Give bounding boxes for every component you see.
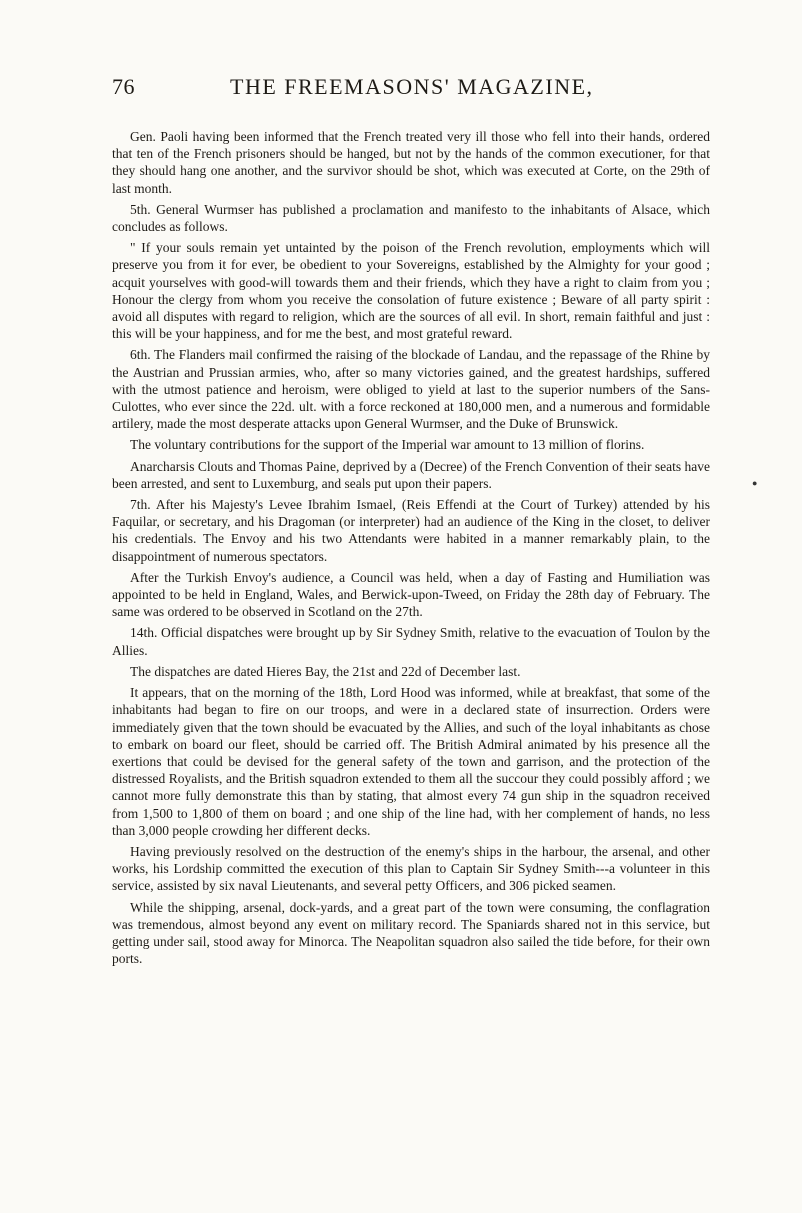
- paragraph-voluntary-contributions: The voluntary contributions for the support of the Imperial war amount to 13 million of florins.: [130, 437, 645, 453]
- paragraph-turkish-envoy: 7th. After his Majesty's Levee Ibrahim Ismael, (Reis Effendi at the Court of Turkey) attended by his Faquilar, or secretary, and his Dragoman (or interpreter) had an audience of the King in the closet, to deliver his credentials. The Envoy and his two Attendants were habited in a manner remarkably plain, to the disappointment of numerous spectators.: [112, 497, 710, 564]
- running-title: THE FREEMASONS' MAGAZINE,: [230, 74, 594, 99]
- page-number: 76: [112, 74, 135, 99]
- margin-dot: ●: [752, 478, 758, 488]
- paragraph-proclamation-quote: " If your souls remain yet untainted by the poison of the French revolution, employments which will preserve you from it for ever, be obedient to your Sovereigns, established by the Almighty for your good ; acquit yourselves with good-will towards them and their friends, which they have a right to claim from you ; Honour the clergy from whom you receive the consolation of future existence ; Beware of all party spirit : avoid all disputes with regard to religion, which are the sources of all evil. In short, remain faithful and just : this will be your happiness, and for me the best, and most grateful reward.: [112, 240, 710, 342]
- article-body: [112, 128, 710, 971]
- paragraph-dispatch-dates: The dispatches are dated Hieres Bay, the 21st and 22d of December last.: [130, 663, 521, 679]
- paragraph-ship-destruction: Having previously resolved on the destruction of the enemy's ships in the harbour, the arsenal, and other works, his Lordship committed the execution of this plan to Captain Sir Sydney Smith---a volunteer in this service, assisted by six naval Lieutenants, and several petty Officers, and 306 picked seamen.: [112, 843, 710, 894]
- paragraph-clouts-paine: Anarcharsis Clouts and Thomas Paine, deprived by a (Decree) of the French Convention of their seats have been arrested, and sent to Luxemburg, and seals put upon their papers.: [112, 458, 710, 491]
- paragraph-flanders-mail: 6th. The Flanders mail confirmed the raising of the blockade of Landau, and the repassage of the Rhine by the Austrian and Prussian armies, who, after so many victories gained, and the greatest hardships, suffered with the utmost patience and heroism, were obliged to yield at last to the superior numbers of the Sans-Culottes, who ever since the 22d. ult. with a force reckoned at 180,000 men, and a numerous and formidable artilery, made the most desperate attacks upon General Wurmser, and the Duke of Brunswick.: [112, 347, 710, 432]
- paragraph-conflagration: While the shipping, arsenal, dock-yards, and a great part of the town were consuming, the conflagration was tremendous, almost beyond any event on military record. The Spaniards shared not in this service, but getting under sail, stood away for Minorca. The Neapolitan squadron also sailed the tide before, for their own ports.: [112, 899, 710, 967]
- paragraph-wurmser-proclamation: 5th. General Wurmser has published a proclamation and manifesto to the inhabitants of Alsace, which concludes as follows.: [112, 201, 710, 235]
- paragraph-council-fasting: After the Turkish Envoy's audience, a Council was held, when a day of Fasting and Humiliation was appointed to be held in England, Wales, and Berwick-upon-Tweed, on Friday the 28th day of February. The same was ordered to be observed in Scotland on the 27th.: [112, 569, 710, 620]
- paragraph-official-dispatches: 14th. Official dispatches were brought up by Sir Sydney Smith, relative to the evacuation of Toulon by the Allies.: [112, 625, 710, 658]
- paragraph-paoli: Gen. Paoli having been informed that the French treated very ill those who fell into their hands, ordered that ten of the French prisoners should be hanged, but not by the hands of the common executioner, for that they should hang one another, and the survivor should be shot, which was executed at Corte, on the 29th of last month.: [112, 129, 710, 196]
- page-header: [112, 70, 710, 110]
- paragraph-toulon-evacuation: It appears, that on the morning of the 18th, Lord Hood was informed, while at breakfast, that some of the inhabitants had began to fire on our troops, and were in a declared state of insurrection. Orders were immediately given that the town should be evacuated by the Allies, and such of the loyal inhabitants as chose to embark on board our fleet, should be carried off. The British Admiral animated by his presence all the exertions that could be devised for the general safety of the town and garrison, and the protection of the distressed Royalists, and the British squadron extended to them all the succour they could possibly afford ; we cannot more fully demonstrate this than by stating, that almost every 74 gun ship in the squadron received from 1,500 to 1,800 of them on board ; and one ship of the line had, with her complement of hands, no less than 3,000 people crowding her different decks.: [112, 685, 710, 838]
